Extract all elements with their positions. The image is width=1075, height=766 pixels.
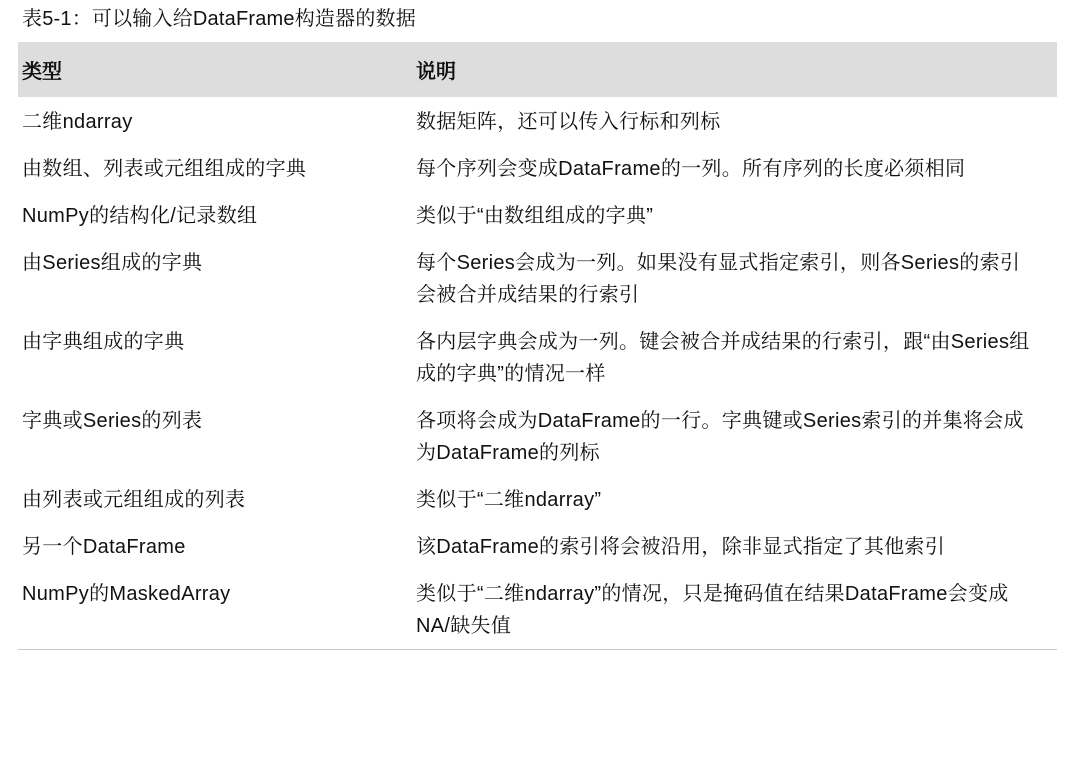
- cell-description: 各内层字典会成为一列。键会被合并成结果的行索引，跟“由Series组成的字典”的情况一样: [408, 319, 1057, 398]
- table-row: [18, 193, 1057, 240]
- cell-description: 类似于“二维ndarray”的情况，只是掩码值在结果DataFrame会变成NA/缺失值: [408, 571, 1057, 650]
- cell-type: 由数组、列表或元组组成的字典: [18, 146, 408, 193]
- table-header-row: [18, 42, 1057, 97]
- column-header-description: 说明: [416, 61, 456, 83]
- cell-description: 类似于“由数组组成的字典”: [408, 193, 1057, 240]
- table-row: [18, 99, 1057, 146]
- table-row: [18, 524, 1057, 571]
- cell-description: 各项将会成为DataFrame的一行。字典键或Series索引的并集将会成为DataFrame的列标: [408, 398, 1057, 477]
- cell-description: 该DataFrame的索引将会被沿用，除非显式指定了其他索引: [408, 524, 1057, 571]
- table-body: [18, 97, 1057, 650]
- cell-description: 每个序列会变成DataFrame的一列。所有序列的长度必须相同: [408, 146, 1057, 193]
- cell-description: 类似于“二维ndarray”: [408, 477, 1057, 524]
- cell-type: 二维ndarray: [18, 99, 408, 146]
- table-header: [18, 42, 1057, 97]
- cell-type: NumPy的MaskedArray: [18, 571, 408, 650]
- table-row: [18, 240, 1057, 319]
- column-header-type: 类型: [22, 61, 62, 83]
- table-caption: 表5-1：可以输入给DataFrame构造器的数据: [22, 8, 416, 30]
- table-row: [18, 319, 1057, 398]
- table-row: [18, 146, 1057, 193]
- cell-type: 由Series组成的字典: [18, 240, 408, 319]
- table-row: [18, 398, 1057, 477]
- dataframe-input-table: [18, 42, 1057, 650]
- cell-type: NumPy的结构化/记录数组: [18, 193, 408, 240]
- cell-type: 字典或Series的列表: [18, 398, 408, 477]
- table-row: [18, 571, 1057, 650]
- cell-type: 由列表或元组组成的列表: [18, 477, 408, 524]
- cell-description: 每个Series会成为一列。如果没有显式指定索引，则各Series的索引会被合并成结果的行索引: [408, 240, 1057, 319]
- table-row: [18, 477, 1057, 524]
- cell-type: 另一个DataFrame: [18, 524, 408, 571]
- cell-description: 数据矩阵，还可以传入行标和列标: [408, 99, 1057, 146]
- cell-type: 由字典组成的字典: [18, 319, 408, 398]
